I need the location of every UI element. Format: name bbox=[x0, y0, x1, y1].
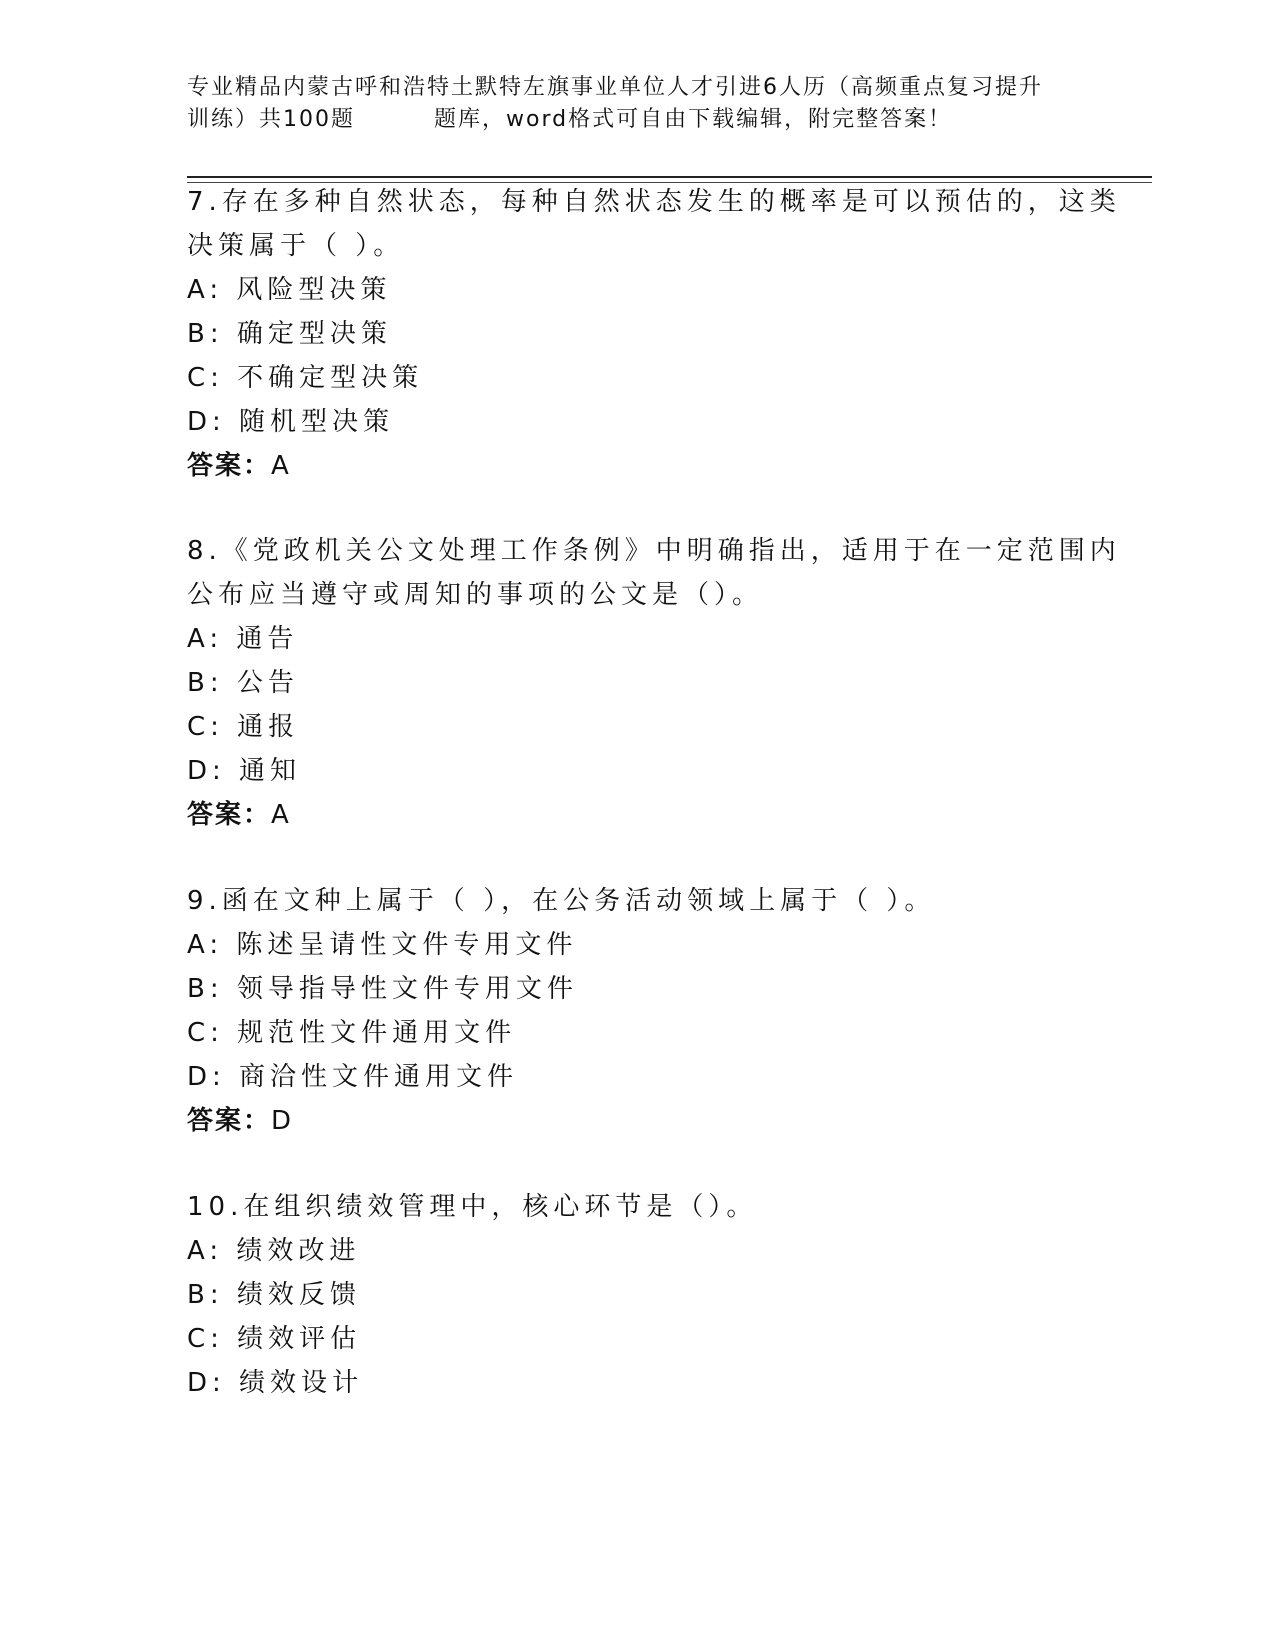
question-8-stem-line-2: 公布应当遵守或周知的事项的公文是（）。 bbox=[187, 580, 764, 610]
question-7-answer bbox=[187, 449, 291, 483]
answer-value: A bbox=[271, 800, 291, 830]
question-8-option-d: D: 通知 bbox=[187, 756, 302, 786]
question-7-stem-line-1: 7.存在多种自然状态，每种自然状态发生的概率是可以预估的，这类 bbox=[187, 187, 1121, 217]
question-10-stem-line-1: 10.在组织绩效管理中，核心环节是（）。 bbox=[187, 1192, 758, 1222]
question-7-option-c: C: 不确定型决策 bbox=[187, 363, 424, 393]
header-title-line-2-end: 题库，word格式可自由下载编辑，附完整答案！ bbox=[434, 107, 953, 132]
question-8-option-b: B: 公告 bbox=[187, 668, 299, 698]
question-7-stem-line-2: 决策属于（ ）。 bbox=[187, 231, 405, 261]
question-9-option-c: C: 规范性文件通用文件 bbox=[187, 1018, 517, 1048]
question-10-option-a: A: 绩效改进 bbox=[187, 1236, 361, 1266]
answer-value: A bbox=[271, 451, 291, 481]
question-7-option-b: B: 确定型决策 bbox=[187, 319, 392, 349]
question-9-stem-line-1: 9.函在文种上属于（ ），在公务活动领域上属于（ ）。 bbox=[187, 886, 936, 916]
answer-label: 答案： bbox=[187, 800, 272, 830]
question-7-option-a: A: 风险型决策 bbox=[187, 275, 392, 305]
question-8-option-a: A: 通告 bbox=[187, 624, 299, 654]
answer-label: 答案： bbox=[187, 1106, 272, 1136]
question-8-option-c: C: 通报 bbox=[187, 712, 300, 742]
question-9-option-d: D: 商洽性文件通用文件 bbox=[187, 1062, 519, 1092]
answer-value: D bbox=[271, 1106, 294, 1136]
header-title-line-2-start: 训练）共100题 bbox=[187, 107, 355, 132]
answer-label: 答案： bbox=[187, 451, 272, 481]
question-9-answer bbox=[187, 1104, 293, 1138]
header-divider-thick bbox=[187, 176, 1152, 178]
header-title-line-1: 专业精品内蒙古呼和浩特土默特左旗事业单位人才引进6人历（高频重点复习提升 bbox=[187, 75, 1043, 100]
question-8-stem-line-1: 8.《党政机关公文处理工作条例》中明确指出，适用于在一定范围内 bbox=[187, 536, 1121, 566]
question-9-option-b: B: 领导指导性文件专用文件 bbox=[187, 974, 578, 1004]
header-divider-thin bbox=[187, 182, 1152, 183]
question-9-option-a: A: 陈述呈请性文件专用文件 bbox=[187, 930, 578, 960]
question-8-answer bbox=[187, 798, 291, 832]
question-10-option-b: B: 绩效反馈 bbox=[187, 1280, 361, 1310]
question-10-option-d: D: 绩效设计 bbox=[187, 1368, 364, 1398]
question-7-option-d: D: 随机型决策 bbox=[187, 407, 395, 437]
question-10-option-c: C: 绩效评估 bbox=[187, 1324, 362, 1354]
